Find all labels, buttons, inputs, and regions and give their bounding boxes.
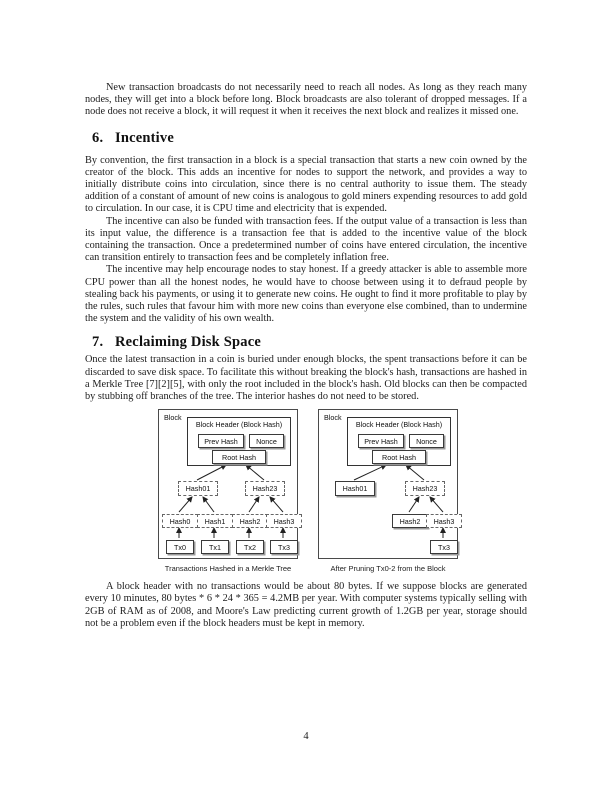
prev-hash-node: Prev Hash — [358, 434, 404, 448]
hash3-node: Hash3 — [266, 514, 302, 528]
nonce-node: Nonce — [409, 434, 444, 448]
hash2-node: Hash2 — [232, 514, 268, 528]
block-header-title: Block Header (Block Hash) — [195, 420, 283, 430]
hash2-node: Hash2 — [392, 514, 428, 528]
tx1-node: Tx1 — [201, 540, 229, 554]
merkle-figures — [85, 409, 527, 581]
block-header-box — [347, 417, 451, 466]
tx2-node: Tx2 — [236, 540, 264, 554]
section-6-title: Incentive — [115, 129, 174, 146]
figure-caption-left: Transactions Hashed in a Merkle Tree — [164, 564, 292, 574]
tx3-node: Tx3 — [430, 540, 458, 554]
block-header-box — [187, 417, 291, 466]
hash01-node: Hash01 — [335, 481, 375, 496]
block-label: Block — [164, 413, 182, 423]
hash3-node: Hash3 — [426, 514, 462, 528]
tx0-node: Tx0 — [166, 540, 194, 554]
section-6-paragraph-2: The incentive can also be funded with transaction fees. If the output value of a transaction is less than its input value, the difference is a transaction fee that is added to the incentive value of the block containing the transaction. Once a predetermined number of coins have entered circulation, the incentive can transition entirely to transaction fees and be completely inflation free. — [85, 215, 527, 264]
figure-pruned-tree — [318, 409, 458, 574]
nonce-node: Nonce — [249, 434, 284, 448]
figure-merkle-tree — [158, 409, 298, 574]
section-7-paragraph-2: A block header with no transactions would be about 80 bytes. If we suppose blocks are generated every 10 minutes, 80 bytes * 6 * 24 * 365 = 4.2MB per year. With computer systems typically selling with 2GB of RAM as of 2008, and Moore's Law predicting current growth of 1.2GB per year, storage should not be a problem even if the block headers must be kept in memory. — [85, 581, 527, 629]
section-6-paragraph-1: By convention, the first transaction in a block is a special transaction that starts a new coin owned by the creator of the block. This adds an incentive for nodes to support the network, and provides a way to initially distribute coins into circulation, since there is no central authority to issue them. The steady addition of a constant of amount of new coins is analogous to gold miners expending resources to add gold to circulation. In our case, it is CPU time and electricity that is expended. — [85, 154, 527, 215]
section-7-title: Reclaiming Disk Space — [115, 334, 261, 351]
paragraph-broadcasts: New transaction broadcasts do not necessarily need to reach all nodes. As long as they reach many nodes, they will get into a block before long. Block broadcasts are also tolerant of dropped messages. If a node does not receive a block, it will request it when it receives the next block and realizes it missed one. — [85, 82, 527, 118]
figure-caption-right: After Pruning Tx0-2 from the Block — [330, 564, 446, 574]
section-6-paragraph-3: The incentive may help encourage nodes to stay honest. If a greedy attacker is able to assemble more CPU power than all the honest nodes, he would have to choose between using it to defraud people by stealing back his payments, or using it to generate new coins. He ought to find it more profitable to play by the rules, such rules that favour him with more new coins than everyone else combined, than to undermine the system and the validity of his own wealth. — [85, 264, 527, 325]
page-number: 4 — [303, 731, 309, 742]
block-label: Block — [324, 413, 342, 423]
hash23-node: Hash23 — [405, 481, 445, 496]
section-7-paragraph-1: Once the latest transaction in a coin is buried under enough blocks, the spent transactions before it can be discarded to save disk space. To facilitate this without breaking the block's hash, transactions are hashed in a Merkle Tree [7][2][5], with only the root included in the block's hash. Old blocks can then be compacted by stubbing off branches of the tree. The interior hashes do not need to be stored. — [85, 354, 527, 403]
section-7-heading — [85, 335, 527, 350]
block-header-title: Block Header (Block Hash) — [355, 420, 443, 430]
section-6-heading — [85, 131, 527, 146]
root-hash-node: Root Hash — [372, 450, 426, 464]
hash0-node: Hash0 — [162, 514, 198, 528]
tx3-node: Tx3 — [270, 540, 298, 554]
hash01-node: Hash01 — [178, 481, 218, 496]
prev-hash-node: Prev Hash — [198, 434, 244, 448]
section-6-number: 6. — [92, 129, 104, 146]
root-hash-node: Root Hash — [212, 450, 266, 464]
section-7-number: 7. — [92, 334, 104, 351]
hash1-node: Hash1 — [197, 514, 233, 528]
hash23-node: Hash23 — [245, 481, 285, 496]
